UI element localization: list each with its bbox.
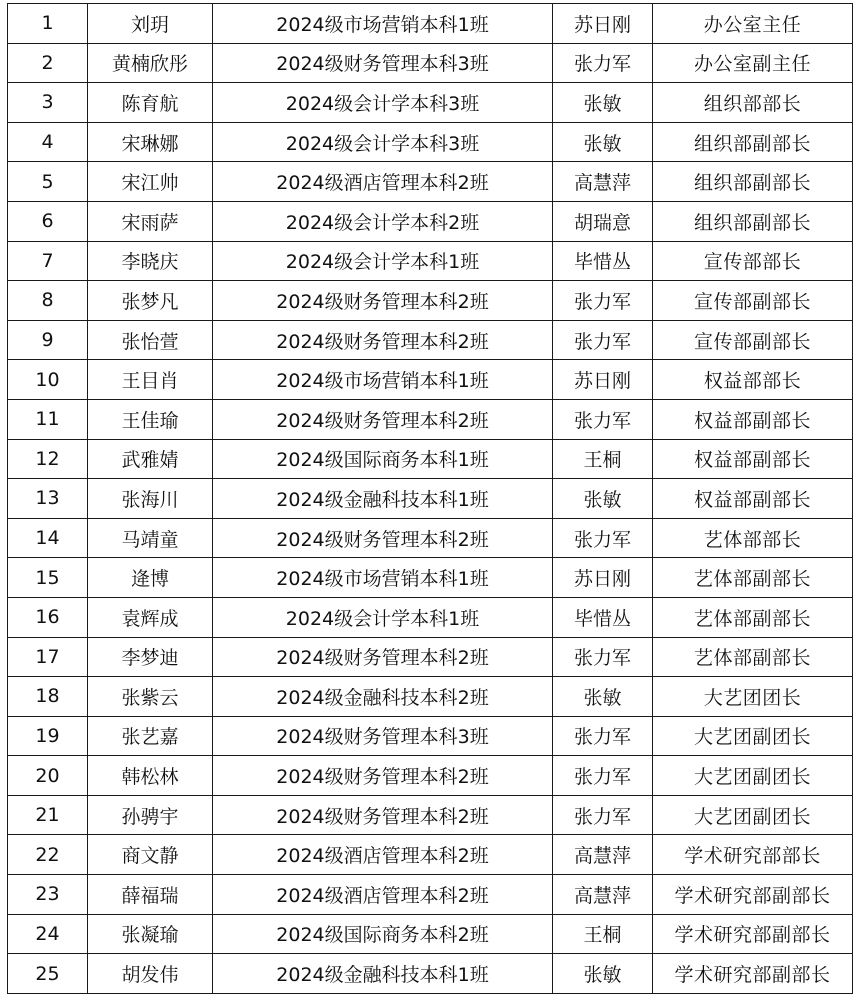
class-cell: 2024级财务管理本科2班: [213, 320, 553, 360]
row-number-cell: 18: [8, 677, 88, 717]
counselor-cell: 张力军: [553, 281, 653, 321]
member-name-cell: 张梦凡: [88, 281, 213, 321]
counselor-cell: 苏日刚: [553, 558, 653, 598]
class-cell: 2024级酒店管理本科2班: [213, 835, 553, 875]
row-number-cell: 9: [8, 320, 88, 360]
position-cell: 大艺团团长: [653, 677, 853, 717]
member-name-cell: 宋琳娜: [88, 122, 213, 162]
counselor-cell: 毕惜丛: [553, 597, 653, 637]
member-name-cell: 胡发伟: [88, 954, 213, 994]
table-row: [8, 597, 853, 637]
position-cell: 学术研究部部长: [653, 835, 853, 875]
table-row: [8, 83, 853, 123]
position-cell: 宣传部副部长: [653, 281, 853, 321]
row-number-cell: 4: [8, 122, 88, 162]
row-number-cell: 2: [8, 43, 88, 83]
row-number-cell: 23: [8, 875, 88, 915]
class-cell: 2024级财务管理本科2班: [213, 281, 553, 321]
table-row: [8, 439, 853, 479]
member-name-cell: 宋雨萨: [88, 201, 213, 241]
row-number-cell: 3: [8, 83, 88, 123]
counselor-cell: 张力军: [553, 320, 653, 360]
row-number-cell: 10: [8, 360, 88, 400]
roster-table-body: [8, 4, 853, 994]
position-cell: 艺体部副部长: [653, 558, 853, 598]
class-cell: 2024级会计学本科1班: [213, 241, 553, 281]
table-row: [8, 637, 853, 677]
counselor-cell: 张力军: [553, 43, 653, 83]
member-name-cell: 王目肖: [88, 360, 213, 400]
member-name-cell: 黄楠欣彤: [88, 43, 213, 83]
counselor-cell: 张敏: [553, 122, 653, 162]
row-number-cell: 25: [8, 954, 88, 994]
position-cell: 权益部部长: [653, 360, 853, 400]
row-number-cell: 15: [8, 558, 88, 598]
row-number-cell: 8: [8, 281, 88, 321]
table-row: [8, 4, 853, 44]
member-name-cell: 张艺嘉: [88, 716, 213, 756]
member-name-cell: 张凝瑜: [88, 914, 213, 954]
table-row: [8, 281, 853, 321]
counselor-cell: 张力军: [553, 518, 653, 558]
table-row: [8, 201, 853, 241]
row-number-cell: 21: [8, 795, 88, 835]
counselor-cell: 张力军: [553, 637, 653, 677]
class-cell: 2024级财务管理本科3班: [213, 716, 553, 756]
member-name-cell: 张怡萱: [88, 320, 213, 360]
class-cell: 2024级财务管理本科2班: [213, 795, 553, 835]
row-number-cell: 6: [8, 201, 88, 241]
counselor-cell: 高慧萍: [553, 875, 653, 915]
row-number-cell: 20: [8, 756, 88, 796]
row-number-cell: 14: [8, 518, 88, 558]
row-number-cell: 17: [8, 637, 88, 677]
table-row: [8, 914, 853, 954]
class-cell: 2024级国际商务本科2班: [213, 914, 553, 954]
position-cell: 权益部副部长: [653, 439, 853, 479]
member-name-cell: 刘玥: [88, 4, 213, 44]
counselor-cell: 张敏: [553, 479, 653, 519]
position-cell: 组织部部长: [653, 83, 853, 123]
class-cell: 2024级会计学本科1班: [213, 597, 553, 637]
position-cell: 学术研究部副部长: [653, 914, 853, 954]
table-row: [8, 360, 853, 400]
counselor-cell: 张敏: [553, 83, 653, 123]
counselor-cell: 苏日刚: [553, 4, 653, 44]
counselor-cell: 高慧萍: [553, 162, 653, 202]
table-row: [8, 875, 853, 915]
position-cell: 组织部副部长: [653, 162, 853, 202]
position-cell: 艺体部副部长: [653, 597, 853, 637]
row-number-cell: 11: [8, 399, 88, 439]
member-name-cell: 武雅婧: [88, 439, 213, 479]
table-row: [8, 716, 853, 756]
table-row: [8, 122, 853, 162]
table-row: [8, 558, 853, 598]
row-number-cell: 5: [8, 162, 88, 202]
member-name-cell: 商文静: [88, 835, 213, 875]
counselor-cell: 张力军: [553, 399, 653, 439]
class-cell: 2024级财务管理本科2班: [213, 756, 553, 796]
class-cell: 2024级财务管理本科3班: [213, 43, 553, 83]
table-row: [8, 479, 853, 519]
member-name-cell: 宋江帅: [88, 162, 213, 202]
roster-table: [7, 3, 853, 994]
class-cell: 2024级金融科技本科2班: [213, 677, 553, 717]
row-number-cell: 13: [8, 479, 88, 519]
row-number-cell: 16: [8, 597, 88, 637]
class-cell: 2024级会计学本科3班: [213, 83, 553, 123]
counselor-cell: 张力军: [553, 756, 653, 796]
member-name-cell: 马靖童: [88, 518, 213, 558]
row-number-cell: 12: [8, 439, 88, 479]
position-cell: 学术研究部副部长: [653, 954, 853, 994]
position-cell: 艺体部副部长: [653, 637, 853, 677]
counselor-cell: 张力军: [553, 716, 653, 756]
position-cell: 宣传部副部长: [653, 320, 853, 360]
position-cell: 大艺团副团长: [653, 756, 853, 796]
table-row: [8, 241, 853, 281]
table-row: [8, 518, 853, 558]
counselor-cell: 苏日刚: [553, 360, 653, 400]
class-cell: 2024级金融科技本科1班: [213, 479, 553, 519]
counselor-cell: 王桐: [553, 914, 653, 954]
counselor-cell: 胡瑞意: [553, 201, 653, 241]
member-name-cell: 王佳瑜: [88, 399, 213, 439]
table-row: [8, 954, 853, 994]
table-row: [8, 320, 853, 360]
counselor-cell: 毕惜丛: [553, 241, 653, 281]
class-cell: 2024级酒店管理本科2班: [213, 875, 553, 915]
counselor-cell: 张敏: [553, 954, 653, 994]
counselor-cell: 高慧萍: [553, 835, 653, 875]
row-number-cell: 19: [8, 716, 88, 756]
position-cell: 大艺团副团长: [653, 716, 853, 756]
position-cell: 权益部副部长: [653, 399, 853, 439]
class-cell: 2024级市场营销本科1班: [213, 360, 553, 400]
position-cell: 大艺团副团长: [653, 795, 853, 835]
position-cell: 宣传部部长: [653, 241, 853, 281]
member-name-cell: 陈育航: [88, 83, 213, 123]
class-cell: 2024级市场营销本科1班: [213, 558, 553, 598]
counselor-cell: 王桐: [553, 439, 653, 479]
member-name-cell: 逄博: [88, 558, 213, 598]
table-row: [8, 835, 853, 875]
table-row: [8, 756, 853, 796]
table-row: [8, 43, 853, 83]
counselor-cell: 张敏: [553, 677, 653, 717]
position-cell: 学术研究部副部长: [653, 875, 853, 915]
member-name-cell: 张海川: [88, 479, 213, 519]
position-cell: 权益部副部长: [653, 479, 853, 519]
class-cell: 2024级金融科技本科1班: [213, 954, 553, 994]
counselor-cell: 张力军: [553, 795, 653, 835]
member-name-cell: 孙骋宇: [88, 795, 213, 835]
table-row: [8, 162, 853, 202]
position-cell: 组织部副部长: [653, 201, 853, 241]
table-row: [8, 399, 853, 439]
row-number-cell: 1: [8, 4, 88, 44]
class-cell: 2024级酒店管理本科2班: [213, 162, 553, 202]
class-cell: 2024级财务管理本科2班: [213, 637, 553, 677]
class-cell: 2024级会计学本科2班: [213, 201, 553, 241]
class-cell: 2024级财务管理本科2班: [213, 399, 553, 439]
position-cell: 组织部副部长: [653, 122, 853, 162]
table-row: [8, 795, 853, 835]
member-name-cell: 韩松林: [88, 756, 213, 796]
member-name-cell: 张紫云: [88, 677, 213, 717]
class-cell: 2024级财务管理本科2班: [213, 518, 553, 558]
member-name-cell: 薛福瑞: [88, 875, 213, 915]
row-number-cell: 24: [8, 914, 88, 954]
position-cell: 办公室副主任: [653, 43, 853, 83]
class-cell: 2024级会计学本科3班: [213, 122, 553, 162]
class-cell: 2024级市场营销本科1班: [213, 4, 553, 44]
row-number-cell: 22: [8, 835, 88, 875]
class-cell: 2024级国际商务本科1班: [213, 439, 553, 479]
member-name-cell: 李梦迪: [88, 637, 213, 677]
member-name-cell: 李晓庆: [88, 241, 213, 281]
position-cell: 办公室主任: [653, 4, 853, 44]
position-cell: 艺体部部长: [653, 518, 853, 558]
member-name-cell: 袁辉成: [88, 597, 213, 637]
table-row: [8, 677, 853, 717]
row-number-cell: 7: [8, 241, 88, 281]
